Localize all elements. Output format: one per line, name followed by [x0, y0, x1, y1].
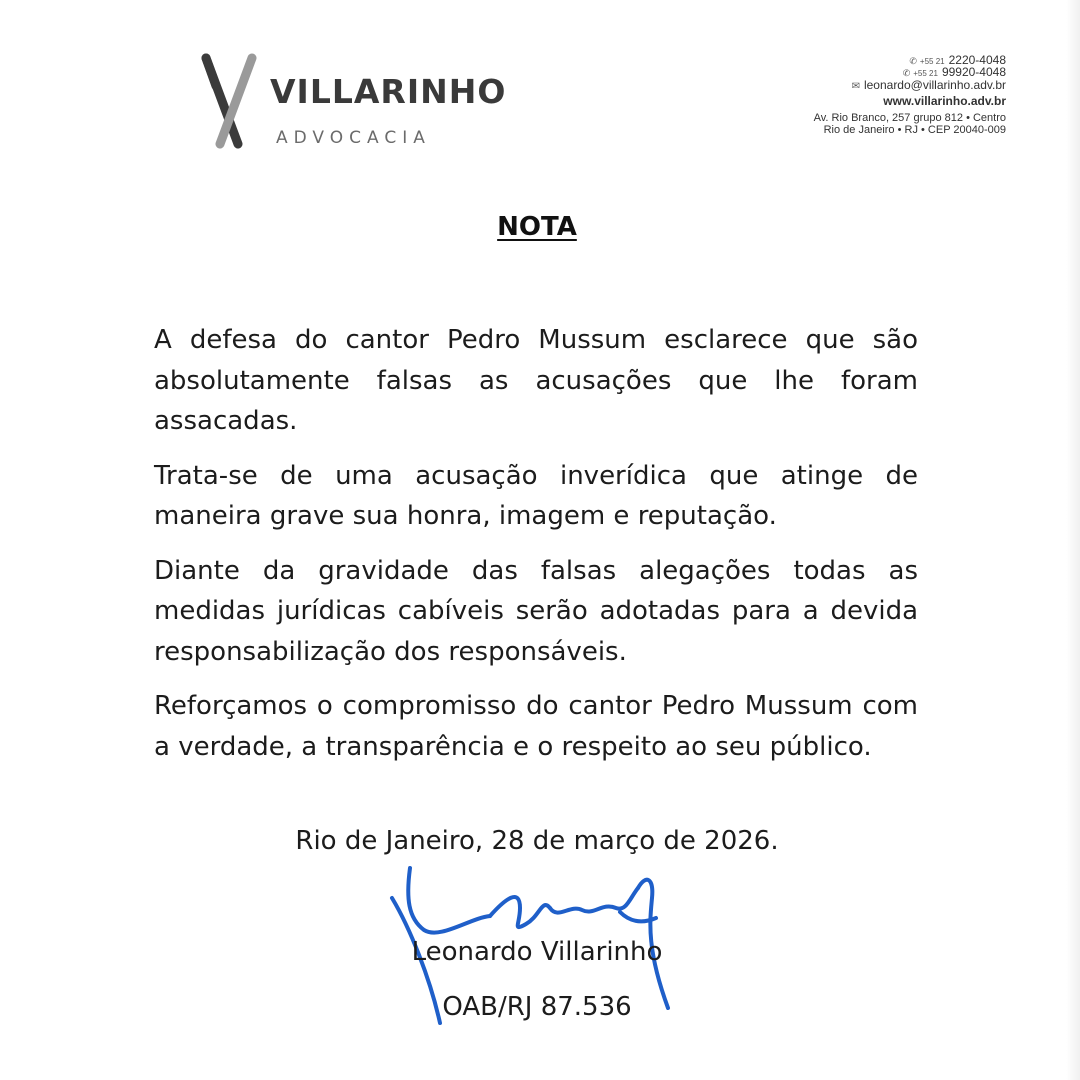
- brand-subtitle: ADVOCACIA: [276, 128, 431, 148]
- body-paragraph: A defesa do cantor Pedro Mussum esclarece que são absolutamente falsas as acusações que lhe foram assacadas.: [154, 325, 918, 436]
- whatsapp-icon: ✆: [909, 56, 917, 66]
- body-paragraph: Diante da gravidade das falsas alegações todas as medidas jurídicas cabíveis serão adotadas para a devida responsabilização dos responsáveis.: [154, 555, 918, 667]
- phone-country-code: +55 21: [913, 69, 938, 78]
- whatsapp-icon: ✆: [902, 68, 911, 78]
- brand-name: VILLARINHO: [270, 72, 507, 111]
- firm-logo: [198, 52, 518, 152]
- page-edge-shadow: [1066, 0, 1080, 1080]
- phone-number: 2220-4048: [948, 53, 1006, 67]
- villarinho-logo-mark-icon: [198, 52, 260, 150]
- mail-icon: ✉: [851, 81, 860, 92]
- email-line: [814, 79, 1006, 92]
- document-title: NOTA: [497, 212, 577, 242]
- phone-line-2: [814, 66, 1006, 78]
- place-and-date: Rio de Janeiro, 28 de março de 2026.: [295, 826, 779, 856]
- address-line-1: Av. Rio Branco, 257 grupo 812 • Centro: [813, 112, 1006, 124]
- body-paragraph: Trata-se de uma acusação inverídica que atinge de maneira grave sua honra, imagem e reputação.: [154, 460, 918, 531]
- body-paragraph: Reforçamos o compromisso do cantor Pedro Mussum com a verdade, a transparência e o respeito ao seu público.: [154, 691, 918, 762]
- signatory-oab: OAB/RJ 87.536: [442, 992, 632, 1022]
- website: www.villarinho.adv.br: [883, 94, 1006, 108]
- phone-country-code: +55 21: [919, 57, 945, 66]
- address-line-2: Rio de Janeiro • RJ • CEP 20040-009: [823, 124, 1006, 136]
- email-address: leonardo@villarinho.adv.br: [863, 78, 1006, 92]
- document-body: [154, 320, 918, 767]
- contact-block: [814, 54, 1006, 136]
- signatory-name: Leonardo Villarinho: [411, 937, 663, 967]
- phone-number: 99920-4048: [941, 65, 1006, 79]
